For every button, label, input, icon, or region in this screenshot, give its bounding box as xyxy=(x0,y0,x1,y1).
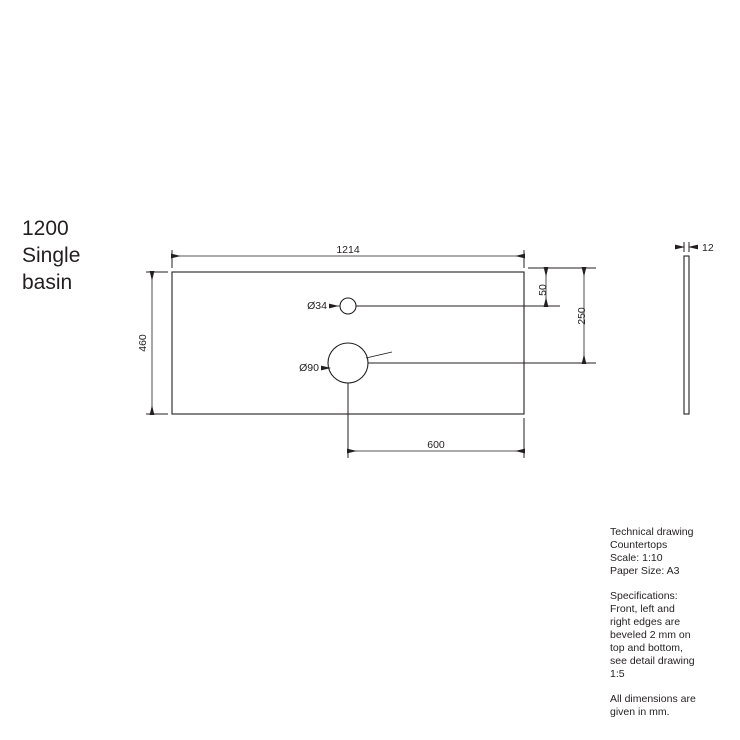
note-line: Specifications: xyxy=(610,590,678,602)
label-right-50: 50 xyxy=(537,284,549,296)
note-line: see detail drawing xyxy=(610,655,695,667)
note-line: top and bottom, xyxy=(610,642,683,654)
note-line: Front, left and xyxy=(610,603,675,615)
label-bottom-offset: 600 xyxy=(427,439,445,451)
label-tap-hole-diameter: Ø34 xyxy=(307,300,327,312)
dimension-right-50 xyxy=(356,268,560,306)
dimension-right-250 xyxy=(368,268,596,363)
basin-waste-hole-circle xyxy=(328,343,368,383)
note-line: Technical drawing xyxy=(610,526,694,538)
label-right-250: 250 xyxy=(576,307,588,325)
title-line-3: basin xyxy=(22,271,73,294)
note-line: beveled 2 mm on xyxy=(610,629,691,641)
tap-hole-circle xyxy=(340,298,356,314)
notes-block-units xyxy=(610,693,696,718)
note-line: given in mm. xyxy=(610,706,670,718)
note-line: right edges are xyxy=(610,616,681,628)
leader-waste-hole xyxy=(322,352,392,368)
label-left-height: 460 xyxy=(137,334,149,352)
note-line: Countertops xyxy=(610,539,668,551)
note-line: Paper Size: A3 xyxy=(610,565,680,577)
notes-block-specifications xyxy=(610,590,695,680)
side-view-profile xyxy=(676,242,697,414)
label-top-width: 1214 xyxy=(336,244,360,256)
dimension-left-height xyxy=(146,272,168,414)
label-side-thickness: 12 xyxy=(702,242,714,254)
label-waste-hole-diameter: Ø90 xyxy=(299,362,319,374)
notes-block-info xyxy=(610,526,694,577)
note-line: Scale: 1:10 xyxy=(610,552,663,564)
note-line: All dimensions are xyxy=(610,693,696,705)
title-line-1: 1200 xyxy=(22,217,69,240)
note-line: 1:5 xyxy=(610,668,625,680)
title-line-2: Single xyxy=(22,244,81,267)
drawing-title xyxy=(22,217,80,294)
